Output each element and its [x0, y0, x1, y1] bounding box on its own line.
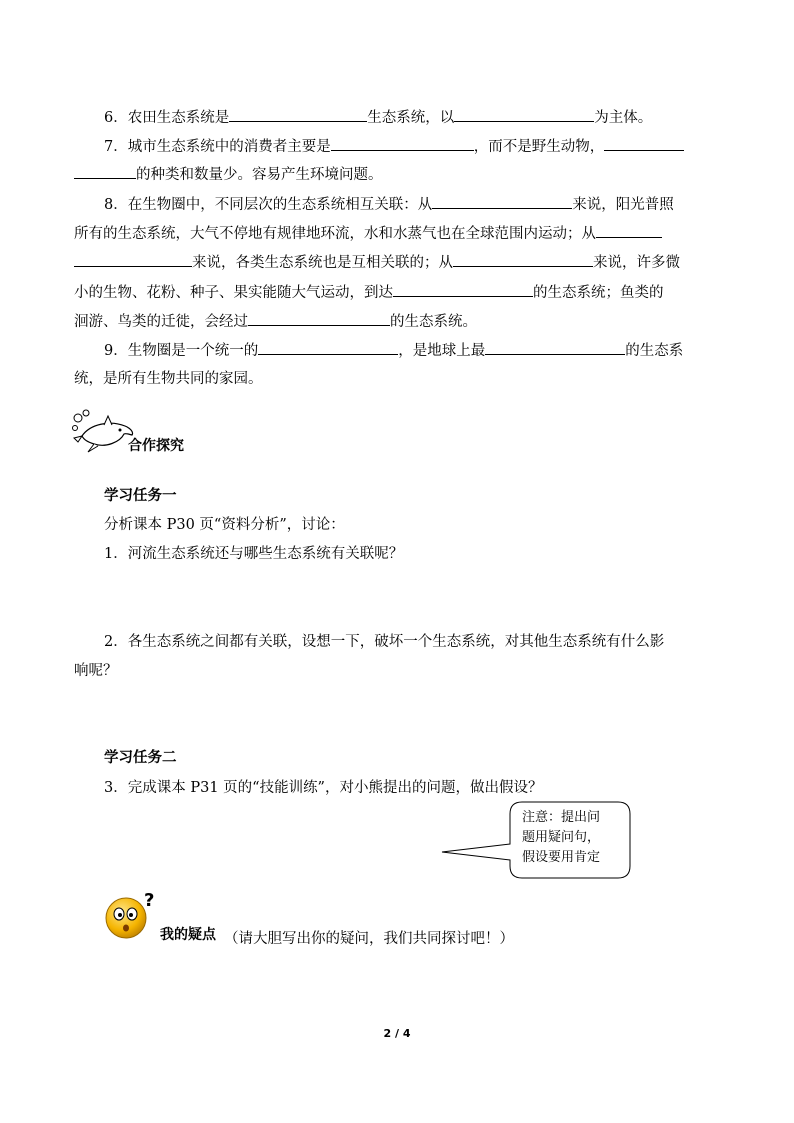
question-6: [104, 106, 652, 128]
q8-text-e: 来说，许多微: [593, 255, 680, 271]
q8-text-a: 在生物圈中，不同层次的生态系统相互关联：从: [127, 197, 433, 213]
doubts-title: 我的疑点: [160, 927, 216, 943]
q9-text-d: 统，是所有生物共同的家园。: [74, 371, 263, 387]
q8-blank-2[interactable]: [596, 222, 662, 238]
q7-blank-2[interactable]: [604, 135, 684, 151]
q6-text-a: 农田生态系统是: [127, 110, 230, 126]
question-9-line-2: [74, 369, 263, 389]
q7-text-c: 的种类和数量少。容易产生环境问题。: [136, 167, 383, 183]
question-8-line-4: [74, 281, 664, 303]
q8-blank-1[interactable]: [432, 193, 572, 209]
task1-question-2: 2．各生态系统之间都有关联，设想一下，破坏一个生态系统，对其他生态系统有什么影: [104, 634, 665, 650]
doubts-line: [160, 925, 216, 945]
question-8-line-2: [74, 222, 662, 244]
q8-blank-5[interactable]: [248, 310, 390, 326]
task1-title: 学习任务一: [104, 487, 177, 504]
doubts-hint: （请大胆写出你的疑问，我们共同探讨吧！）: [224, 931, 514, 947]
callout-text: [522, 808, 600, 868]
q8-text-d: 来说，各类生态系统也是互相关联的；从: [192, 255, 453, 271]
q7-blank-1[interactable]: [331, 135, 474, 151]
question-8: [104, 193, 674, 215]
q7-text-a: 城市生态系统中的消费者主要是: [127, 139, 331, 155]
q7-number: 7．: [104, 139, 128, 155]
q8-blank-2-cont[interactable]: [74, 251, 192, 267]
question-7: [104, 135, 684, 157]
q6-text-b: 生态系统，以: [367, 110, 455, 126]
question-8-line-3: [74, 251, 680, 273]
q9-text-b: ，是地球上最: [398, 343, 486, 359]
q9-number: 9．: [104, 343, 128, 359]
q8-text-i: 的生态系统。: [390, 314, 477, 330]
q9-blank-2[interactable]: [485, 339, 625, 355]
task1-question-2-line-2: 响呢？: [74, 663, 118, 679]
svg-text:?: ?: [144, 890, 155, 911]
q7-text-b: ，而不是野生动物，: [473, 139, 605, 155]
q8-number: 8．: [104, 197, 128, 213]
section-title-coop: 合作探究: [128, 438, 184, 454]
task2-question-3: 3．完成课本 P31 页的“技能训练”，对小熊提出的问题，做出假设？: [104, 780, 543, 796]
question-7-line-2: [74, 163, 383, 185]
q6-number: 6．: [104, 110, 128, 126]
question-face-icon: [104, 890, 158, 940]
q8-text-c: 所有的生态系统，大气不停地有规律地环流，水和水蒸气也在全球范围内运动；从: [74, 226, 596, 242]
q9-text-a: 生物圈是一个统一的: [127, 343, 259, 359]
callout-line-1: 注意：提出问: [522, 810, 601, 825]
q9-text-c: 的生态系: [625, 343, 684, 359]
q8-text-g: 的生态系统；鱼类的: [533, 285, 664, 301]
q8-text-f: 小的生物、花粉、种子、果实能随大气运动，到达: [74, 285, 393, 301]
q8-blank-3[interactable]: [453, 251, 593, 267]
q9-blank-1[interactable]: [258, 339, 398, 355]
question-8-line-5: [74, 310, 477, 332]
q6-blank-1[interactable]: [229, 106, 367, 122]
q6-text-c: 为主体。: [594, 110, 653, 126]
q7-blank-2-cont[interactable]: [74, 163, 136, 179]
q8-text-h: 洄游、鸟类的迁徙，会经过: [74, 314, 248, 330]
q8-blank-4[interactable]: [393, 281, 533, 297]
callout-line-3: 假设要用肯定: [522, 850, 601, 865]
question-9: [104, 339, 683, 361]
q8-text-b: 来说，阳光普照: [572, 197, 674, 213]
q6-blank-2[interactable]: [454, 106, 594, 122]
task1-question-1: 1．河流生态系统还与哪些生态系统有关联呢？: [104, 546, 404, 562]
callout-line-2: 题用疑问句，: [522, 830, 601, 845]
task1-intro: 分析课本 P30 页“资料分析”，讨论：: [104, 517, 345, 533]
task2-title: 学习任务二: [104, 749, 177, 766]
page-number: 2 / 4: [383, 1027, 411, 1040]
